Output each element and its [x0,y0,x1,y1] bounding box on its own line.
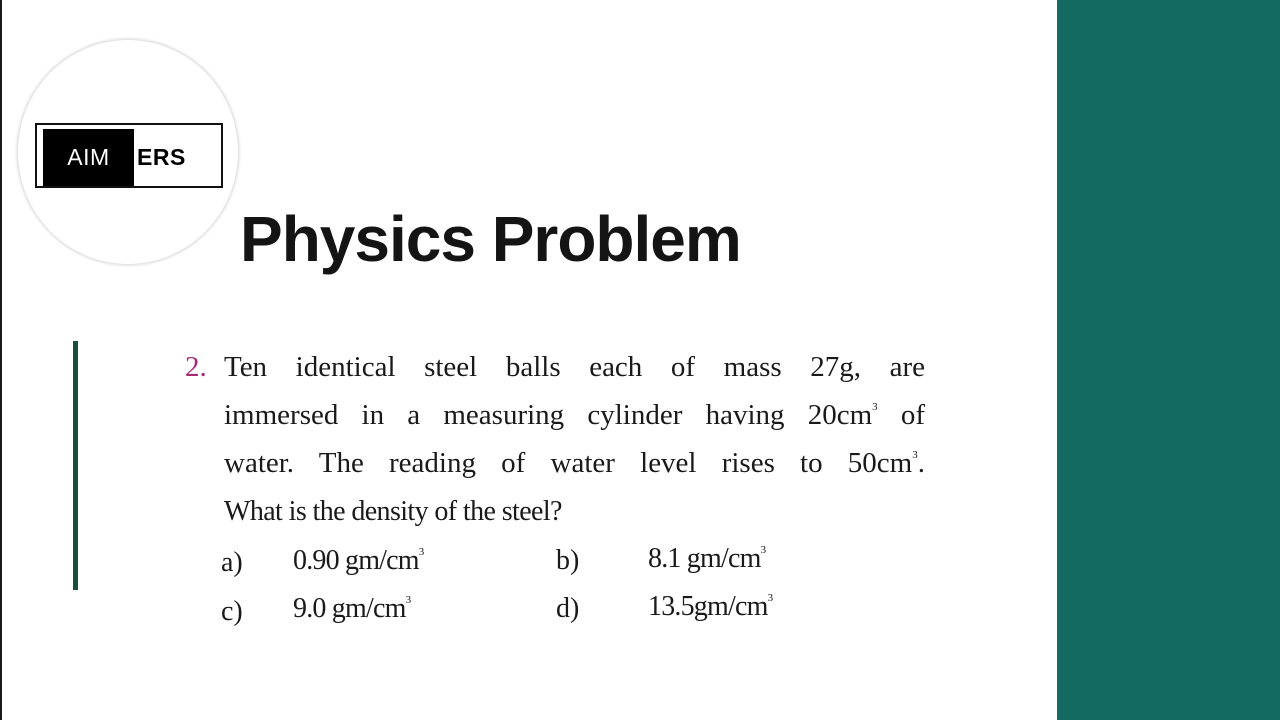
side-panel [1057,0,1280,720]
option-text: 9.0 gm/cm [293,593,406,624]
option-d-value [648,591,772,623]
option-a-letter: a) [221,547,243,578]
option-c-letter: c) [221,596,243,627]
superscript: 3 [418,546,424,558]
page-title: Physics Problem [240,203,741,275]
question-text: Ten identical steel balls each of mass 27g, are [224,351,925,383]
question-line-1 [224,351,925,384]
logo-text-ers: ERS [137,144,186,170]
superscript: 3 [767,592,773,604]
logo-text-aim: AIM [67,144,110,170]
option-a-value [293,545,423,577]
superscript: 3 [872,401,878,413]
option-d-letter: d) [556,593,580,624]
question-text: of [900,399,925,431]
option-b-letter: b) [556,545,580,576]
question-line-2 [224,399,925,432]
superscript: 3 [405,594,411,606]
option-text: 0.90 gm/cm [293,545,419,576]
accent-bar [73,341,78,590]
question-text: . [917,447,925,479]
question-text: immersed in a measuring cylinder having 20cm [224,399,873,431]
question-line-4: What is the density of the steel? [224,496,562,527]
option-c-value [293,593,410,625]
left-edge-line [0,0,2,720]
superscript: 3 [912,449,918,461]
option-b-value [648,543,765,575]
superscript: 3 [760,544,766,556]
option-text: 8.1 gm/cm [648,543,761,574]
question-line-3 [224,447,925,480]
option-text: 13.5gm/cm [648,591,768,622]
question-number: 2. [185,351,207,383]
question-text: water. The reading of water level rises to 50cm [224,447,913,479]
